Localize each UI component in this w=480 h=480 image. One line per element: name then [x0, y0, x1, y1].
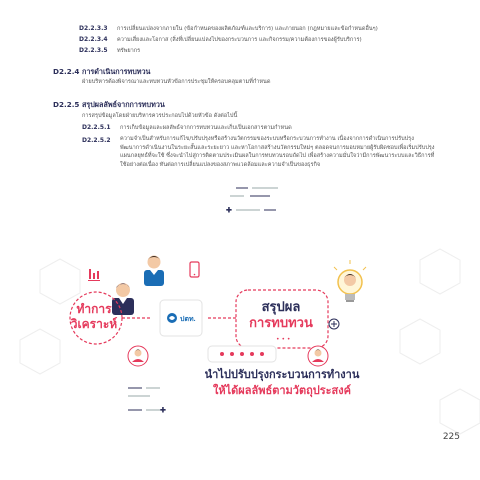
item-code: D2.2.5.1: [82, 124, 111, 131]
item-text: ความเสี่ยงและโอกาส (สิ่งที่เปลี่ยนแปลงไปของกระบวนการ และกิจกรรม/ความต้องการของผู้รับบริการ): [117, 37, 362, 43]
summary-label-line2: การทบทวน: [249, 315, 313, 330]
plus-circle-icon: [329, 319, 339, 329]
caption-line2: ให้ได้ผลลัพธ์ตามวัตถุประสงค์: [213, 385, 351, 397]
section-body: ฝ่ายบริหารต้องพิจารณาและทบทวนหัวข้อการประชุมให้ครอบคลุมตามที่กำหนด: [82, 79, 271, 85]
summary-label-line1: สรุปผล: [261, 299, 301, 314]
analysis-label-line1: ทำการ: [76, 302, 112, 316]
bar-chart-icon: [88, 269, 100, 281]
lightbulb-person-icon: [334, 260, 366, 302]
section-title: การดำเนินการทบทวน: [82, 67, 151, 76]
item-text: ทรัพยากร: [117, 48, 141, 54]
item-text: ความจำเป็นสำหรับการแก้ไข/ปรับปรุงหรือสร้างนวัตกรรมของระบบหรือกระบวนการทำงาน เนื่องจากการดำเนินการปรับปรุงพัฒนาการดำเนินงานในระยะสั้นและระยะยาว และหาโอกาสสร้างนวัตกรรมใหม่ๆ ตลอดจนการมอบหมายผู้รับผิดชอบเพื่อเริ่มปรับปรุงแผนกลยุทธ์ที่จะใช้ ซึ่งจะนำไปสู่การติดตามประเมินผลในการทบทวนรอบถัดไป เพื่อสร้างความมั่นใจว่ามีการพัฒนาระบบและวิธีการที่ใช้อย่างต่อเนื่อง ทันต่อการเปลี่ยนแปลงของสภาพแวดล้อมและความจำเป็นของธุรกิจ: [120, 136, 435, 168]
item-text: การเก็บข้อมูลและผลลัพธ์จากการทบทวนและเก็บเป็นเอกสารตามกำหนด: [120, 125, 292, 131]
item-text: การเปลี่ยนแปลงจากภายใน (ข้อกำหนดของผลิตภัณฑ์และบริการ) และภายนอก (กฎหมายและข้อกำหนดอื่นๆ): [117, 26, 378, 32]
person-left-icon: [112, 283, 134, 315]
decorative-lines-top: [226, 188, 278, 214]
svg-text:• • •: • • •: [276, 336, 291, 343]
analysis-label-line2: วิเคราะห์: [70, 317, 118, 331]
section-intro: การสรุปข้อมูลโดยฝ่ายบริหารควรประกอบไปด้วยหัวข้อ ดังต่อไปนี้: [82, 113, 238, 119]
page-number: 225: [442, 432, 460, 442]
person-bottom-left-icon: [128, 346, 148, 366]
caption-line1: นำไปปรับปรุงกระบวนการทำงาน: [204, 369, 360, 381]
ptt-logo-box: [160, 300, 202, 336]
person-bottom-right-icon: [308, 346, 328, 366]
item-code: D2.2.3.3: [79, 25, 108, 32]
chat-bubble-icon: [208, 346, 276, 362]
section-code: D2.2.4: [53, 67, 80, 76]
svg-text:+: +: [226, 206, 232, 214]
item-code: D2.2.5.2: [82, 137, 111, 144]
item-code: D2.2.3.4: [79, 36, 108, 43]
section-title: สรุปผลลัพธ์จากการทบทวน: [82, 100, 165, 109]
svg-text:+: +: [160, 406, 166, 414]
logo-text: ปตท.: [180, 316, 196, 323]
person-top-icon: [144, 256, 164, 287]
decorative-lines-bottom: [128, 388, 166, 414]
item-code: D2.2.3.5: [79, 47, 108, 54]
section-code: D2.2.5: [53, 100, 80, 109]
phone-icon: [190, 262, 199, 277]
